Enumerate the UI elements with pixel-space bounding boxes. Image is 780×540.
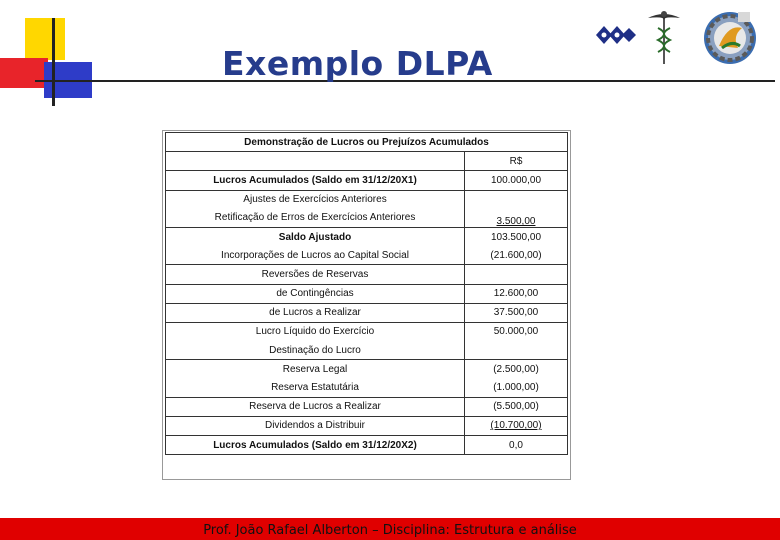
- row-label: Dividendos a Distribuir: [166, 416, 465, 435]
- decor-vertical-line: [52, 18, 55, 106]
- gear-emblem-icon: [704, 12, 756, 64]
- logo-group: [582, 6, 770, 68]
- row-value: [465, 341, 568, 360]
- empty-header-cell: [166, 152, 465, 171]
- table-row: [166, 246, 568, 265]
- table-row: [166, 284, 568, 303]
- row-label: Lucro Líquido do Exercício: [166, 322, 465, 341]
- row-label: Reversões de Reservas: [166, 265, 465, 284]
- currency-header: R$: [465, 152, 568, 171]
- table-row: [166, 436, 568, 455]
- row-label: Lucros Acumulados (Saldo em 31/12/20X1): [166, 171, 465, 190]
- row-value: (5.500,00): [465, 397, 568, 416]
- table-row: [166, 378, 568, 397]
- table-row: [166, 171, 568, 190]
- row-label: Ajustes de Exercícios Anteriores: [166, 190, 465, 209]
- row-value: (2.500,00): [465, 360, 568, 379]
- row-label: Reserva Estatutária: [166, 378, 465, 397]
- row-value: [465, 416, 568, 435]
- table-row: [166, 227, 568, 246]
- table-title: Demonstração de Lucros ou Prejuízos Acumulados: [166, 133, 568, 152]
- row-value: 0,0: [465, 436, 568, 455]
- decor-yellow-square: [25, 18, 65, 60]
- row-value: (21.600,00): [465, 246, 568, 265]
- table-row: [166, 416, 568, 435]
- table-row: [166, 341, 568, 360]
- dlpa-document: [162, 130, 571, 480]
- row-value: [465, 190, 568, 227]
- slide-title: Exemplo DLPA: [222, 44, 493, 83]
- row-value: 100.000,00: [465, 171, 568, 190]
- row-value: 12.600,00: [465, 284, 568, 303]
- row-label: Incorporações de Lucros ao Capital Social: [166, 246, 465, 265]
- row-value: 37.500,00: [465, 303, 568, 322]
- table-row: [166, 322, 568, 341]
- row-value: [465, 265, 568, 284]
- row-label: Reserva Legal: [166, 360, 465, 379]
- dlpa-table: [165, 132, 568, 455]
- table-row: [166, 360, 568, 379]
- table-row: [166, 303, 568, 322]
- row-value-text: (10.700,00): [490, 420, 542, 432]
- row-label: Retificação de Erros de Exercícios Anteriores: [166, 209, 465, 228]
- footer-text: Prof. João Rafael Alberton – Disciplina: Estrutura e análise: [203, 523, 577, 538]
- row-label: Destinação do Lucro: [166, 341, 465, 360]
- row-value: (1.000,00): [465, 378, 568, 397]
- row-label: Saldo Ajustado: [166, 227, 465, 246]
- caduceus-icon: [648, 11, 680, 64]
- row-value: 50.000,00: [465, 322, 568, 341]
- table-row: [166, 265, 568, 284]
- row-value: 103.500,00: [465, 227, 568, 246]
- row-label: Reserva de Lucros a Realizar: [166, 397, 465, 416]
- decor-red-square: [0, 58, 48, 88]
- university-seal-icon: [588, 22, 636, 48]
- row-label: de Lucros a Realizar: [166, 303, 465, 322]
- row-label: Lucros Acumulados (Saldo em 31/12/20X2): [166, 436, 465, 455]
- table-row: [166, 190, 568, 209]
- row-value-text: 3.500,00: [496, 215, 536, 227]
- table-row: [166, 397, 568, 416]
- row-label: de Contingências: [166, 284, 465, 303]
